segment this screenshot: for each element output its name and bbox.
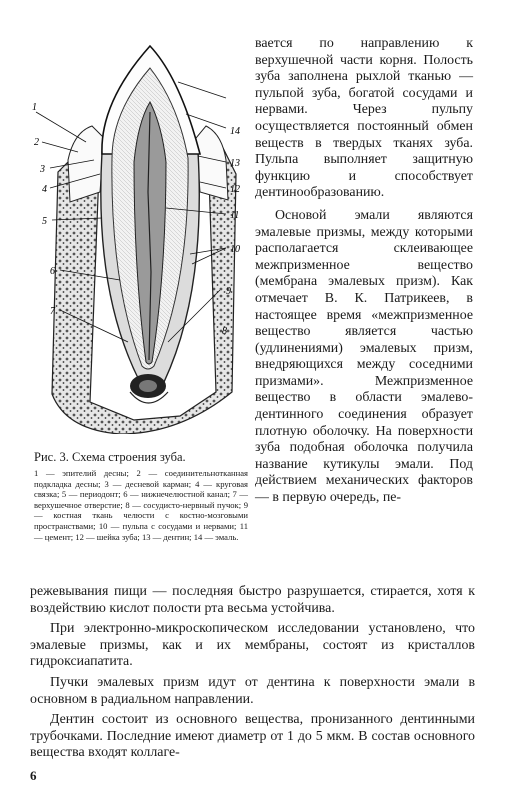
paragraph: Основой эмали являются эмалевые призмы, между которыми располагается склеивающее межпризменное вещество (мембрана эмалевых призм). Как отмечает В. К. Патрикеев, в настоящее время «межпризменное вещество является частью (удлинениями) эмалевых призм, внедряющихся между соседними призмами». Межпризменное вещество в области эмалево-дентинного соединения образует плотную оболочку. На поверхности зуба подобная оболочка получила название кутикулы эмали. Под действием механических факторов — в первую очередь, пе- xyxy=(255,207,473,506)
figure-label-10: 10 xyxy=(230,244,240,255)
page-number: 6 xyxy=(30,768,37,783)
figure-label-2: 2 xyxy=(34,137,39,148)
gum-right xyxy=(196,126,228,200)
figure-label-8: 8 xyxy=(222,326,227,337)
figure-label-9: 9 xyxy=(226,286,231,297)
figure-label-14: 14 xyxy=(230,126,240,137)
tooth-diagram-figure xyxy=(30,42,250,434)
figure-label-7: 7 xyxy=(50,306,55,317)
figure-label-11: 11 xyxy=(230,210,240,221)
paragraph: При электронно-микроскопическом исследовании установлено, что эмалевые призмы, как и их мембраны, состоят из кристаллов гидроксиапатита. xyxy=(30,621,475,670)
paragraph: вается по направлению к верхушечной части корня. Полость зуба заполнена рыхлой тканью — пульпой зуба, богатой сосудами и нервами. Через пульпу осуществляется постоянный обмен веществ в твердых тканях зуба. Пульпа выполняет защитную функцию и способствует дентинообразованию. xyxy=(255,36,473,201)
figure-label-4: 4 xyxy=(42,184,47,195)
paragraph: режевывания пищи — последняя быстро разрушается, стирается, хотя к воздействию кислот полости рта весьма устойчива. xyxy=(30,584,475,616)
caption-title: Рис. 3. Схема строения зуба. xyxy=(34,450,186,464)
tooth-diagram xyxy=(30,42,250,434)
paragraph: Пучки эмалевых призм идут от дентина к поверхности эмали в основном в радиальном направлении. xyxy=(30,674,475,707)
figure-label-3: 3 xyxy=(40,164,45,175)
figure-label-1: 1 xyxy=(32,102,37,113)
figure-caption xyxy=(34,450,248,542)
caption-legend: 1 — эпителий десны; 2 — соединительнотканная подкладка десны; 3 — десневой карман; 4 — круговая связка; 5 — периодонт; 6 — нижнечелюстной канал; 7 — верхушечное отверстие; 8 — сосудисто-нервный пучок; 9 — костная ткань челюсти с костно-мозговыми пространствами; 10 — пульпа с сосудами и нервами; 11 — цемент; 12 — шейка зуба; 13 — дентин; 14 — эмаль. xyxy=(34,468,248,542)
figure-label-6: 6 xyxy=(50,266,55,277)
paragraph: Дентин состоит из основного вещества, пронизанного дентинными трубочками. Последние имеют диаметр от 1 до 5 мкм. В состав основного вещества входят коллаге- xyxy=(30,712,475,761)
body-text xyxy=(30,584,475,762)
figure-label-12: 12 xyxy=(230,184,240,195)
right-text-column xyxy=(255,36,473,507)
figure-label-13: 13 xyxy=(230,158,240,169)
figure-label-5: 5 xyxy=(42,216,47,227)
